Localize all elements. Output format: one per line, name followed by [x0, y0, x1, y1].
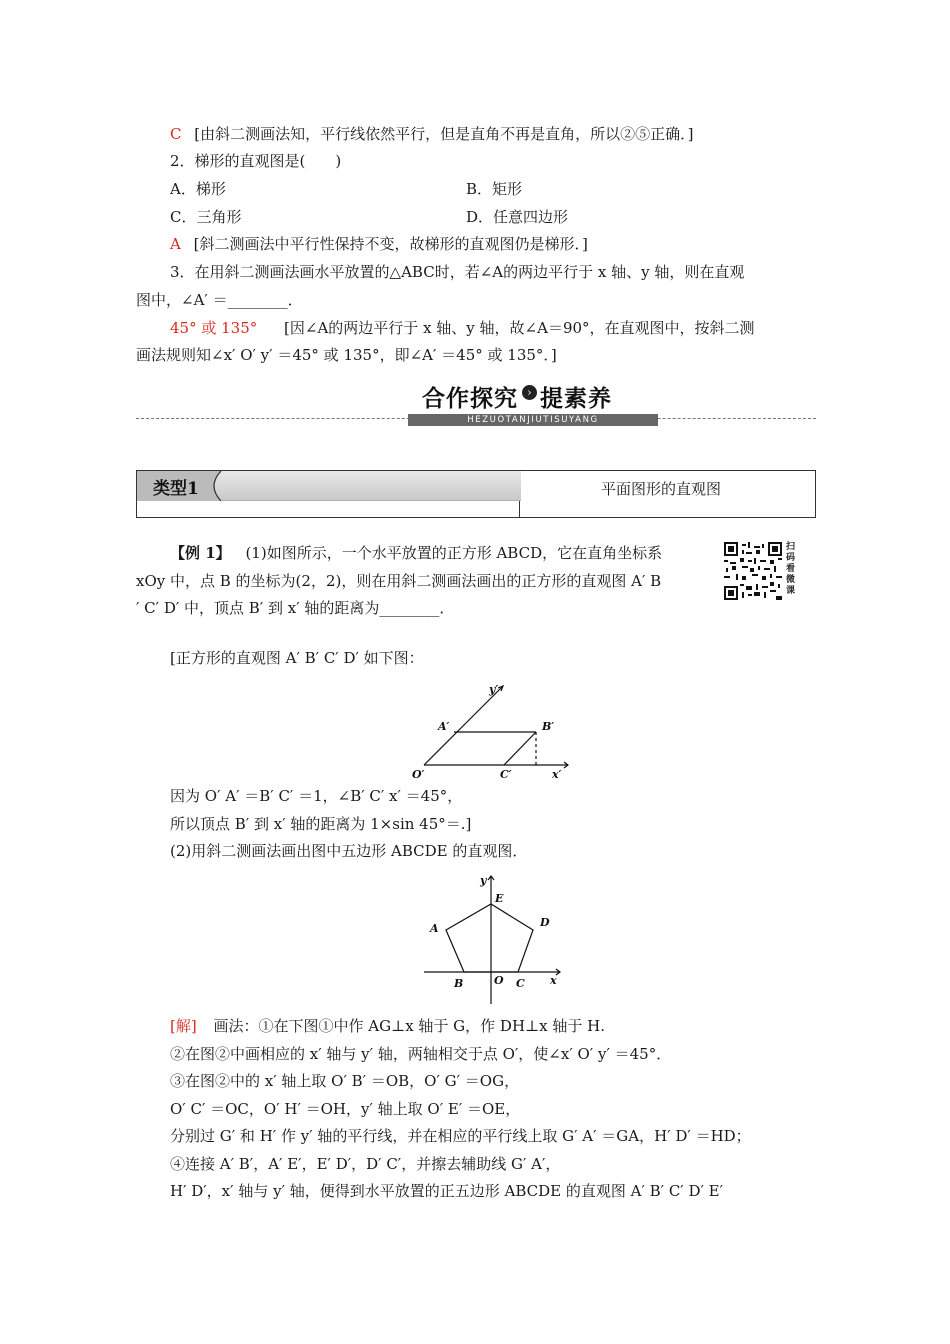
q1-explanation: [由斜二测画法知，平行线依然平行，但是直角不再是直角，所以②⑤正确．] [194, 125, 694, 143]
ex1-sol-2: 所以顶点 B′ 到 x′ 轴的距离为 1×sin 45°＝.] [170, 815, 472, 833]
section-banner [136, 376, 816, 426]
q1-answer: C [170, 125, 182, 143]
q3-explanation-2: 画法规则知∠x′ O′ y′ ＝45° 或 135°，即∠A′ ＝45° 或 135°．] [136, 346, 557, 364]
q3-answer: 45° 或 135° [170, 319, 258, 337]
label-d: D [540, 916, 550, 929]
q3-answer-line [170, 318, 755, 338]
label-b-prime: B′ [542, 720, 555, 733]
figure-square-intuitive [400, 680, 580, 780]
q3-explanation-1: [因∠A的两边平行于 x 轴、y 轴，故∠A＝90°，在直观图中，按斜二测 [284, 319, 755, 337]
banner-title-left: 合作探究 [420, 380, 520, 413]
ex1-line2: xOy 中，点 B 的坐标为(2，2)，则在用斜二测画法画出的正方形的直观图 A′ B [136, 572, 662, 590]
edge-b-c [504, 732, 536, 765]
label-c-prime: C′ [500, 768, 512, 780]
solution-line4: O′ C′ ＝OC，O′ H′ ＝OH，y′ 轴上取 O′ E′ ＝OE， [170, 1100, 521, 1118]
q2-answer-line [170, 234, 588, 254]
banner-pinyin: HEZUOTANJIUTISUYANG [408, 414, 658, 426]
y-axis-prime [424, 686, 503, 765]
q1-answer-line [170, 124, 693, 144]
q2-option-c: C．三角形 [170, 208, 242, 226]
q2-option-d: D．任意四边形 [466, 208, 569, 226]
pentagon-abcde [446, 904, 533, 972]
banner-title-right: 提素养 [538, 380, 614, 413]
label-o: O [494, 974, 504, 987]
type1-tag: 类型1 [153, 479, 199, 499]
type1-title: 平面图形的直观图 [601, 480, 722, 498]
q2-option-a: A．梯形 [170, 180, 226, 198]
q2-option-b: B．矩形 [466, 180, 523, 198]
qr-code-icon[interactable] [724, 542, 782, 600]
ex1-sol-1: 因为 O′ A′ ＝B′ C′ ＝1，∠B′ C′ x′ ＝45°， [170, 787, 463, 805]
q2-stem: 2．梯形的直观图是( ) [170, 152, 342, 170]
solution-tag: [解] [170, 1017, 197, 1035]
label-o-prime: O′ [412, 768, 425, 780]
q3-stem-line1: 3．在用斜二测画法画水平放置的△ABC时，若∠A的两边平行于 x 轴、y 轴，则在直观 [170, 263, 745, 281]
label-e: E [495, 892, 504, 905]
solution-line1 [170, 1016, 605, 1036]
label-a-prime: A′ [438, 720, 450, 733]
q2-answer: A [170, 235, 181, 253]
q2-explanation: [斜二测画法中平行性保持不变，故梯形的直观图仍是梯形．] [193, 235, 588, 253]
solution-line7: H′ D′，x′ 轴与 y′ 轴，便得到水平放置的正五边形 ABCDE 的直观图 A′ B′ C′ D′ E′ [170, 1182, 724, 1200]
type1-box [136, 470, 816, 518]
type1-tick [519, 501, 520, 517]
q3-stem-line2: 图中，∠A′ ＝________． [136, 291, 303, 309]
label-y-prime: y′ [489, 683, 499, 696]
label-x-prime: x′ [552, 768, 562, 780]
solution-line2: ②在图②中画相应的 x′ 轴与 y′ 轴，两轴相交于点 O′，使∠x′ O′ y′ ＝45°． [170, 1045, 672, 1063]
ex1-line1 [170, 543, 662, 563]
label-a: A [430, 922, 439, 935]
label-c: C [516, 977, 525, 990]
solution-line3: ③在图②中的 x′ 轴上取 O′ B′ ＝OB，O′ G′ ＝OG， [170, 1072, 520, 1090]
qr-label: 扫码看微课 [786, 542, 796, 596]
type1-tab [137, 471, 521, 501]
ex1-part2: (2)用斜二测画法画出图中五边形 ABCDE 的直观图． [170, 842, 528, 860]
ex1-text1: (1)如图所示，一个水平放置的正方形 ABCD，它在直角坐标系 [245, 544, 663, 562]
solution-text1: 画法：①在下图①中作 AG⊥x 轴于 G，作 DH⊥x 轴于 H. [213, 1017, 605, 1035]
solution-line5: 分别过 G′ 和 H′ 作 y′ 轴的平行线，并在相应的平行线上取 G′ A′ ＝GA，H′ D′ ＝HD； [170, 1127, 751, 1145]
label-y: y [480, 874, 487, 887]
ex1-sol-intro: [正方形的直观图 A′ B′ C′ D′ 如下图： [170, 649, 424, 667]
label-b: B [454, 977, 464, 990]
solution-line6: ④连接 A′ B′，A′ E′，E′ D′，D′ C′，并擦去辅助线 G′ A′， [170, 1155, 561, 1173]
ex1-line3: ′ C′ D′ 中，顶点 B′ 到 x′ 轴的距离为________． [136, 599, 455, 617]
figure-pentagon [420, 870, 570, 1010]
label-x: x [550, 974, 557, 987]
ex1-label: 【例 1】 [170, 544, 231, 562]
chevron-right-icon: › [522, 385, 537, 400]
